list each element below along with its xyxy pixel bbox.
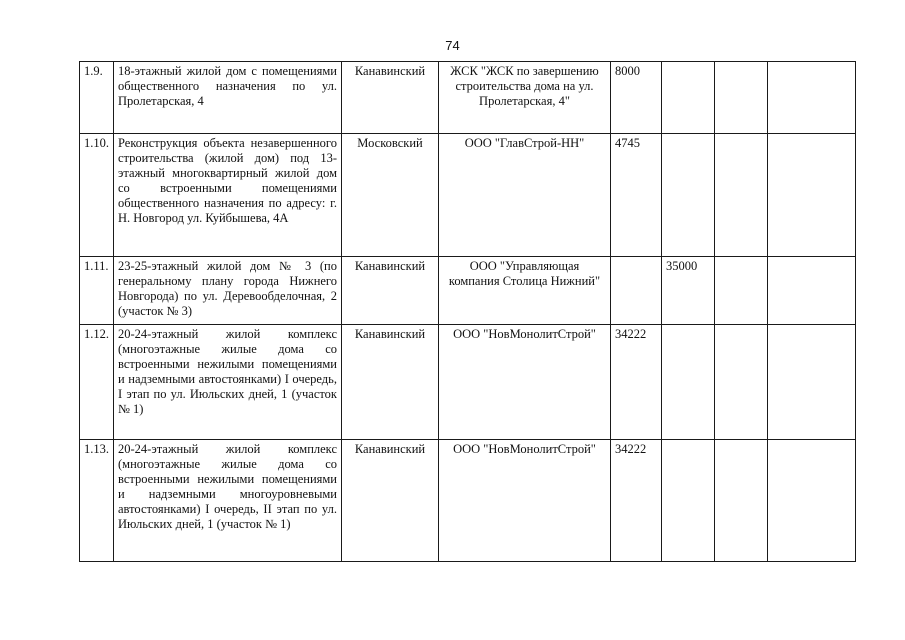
value-cell-1: 34222 — [611, 440, 662, 562]
table-row — [80, 62, 856, 134]
district-cell: Канавинский — [342, 440, 439, 562]
table-row — [80, 134, 856, 257]
construction-objects-table — [79, 61, 856, 562]
empty-cell — [768, 257, 856, 325]
table-row — [80, 257, 856, 325]
table-row — [80, 325, 856, 440]
row-number: 1.11. — [80, 257, 114, 325]
empty-cell — [768, 134, 856, 257]
empty-cell — [768, 440, 856, 562]
empty-cell — [768, 325, 856, 440]
value-cell-2 — [662, 440, 715, 562]
district-cell: Канавинский — [342, 257, 439, 325]
row-number: 1.9. — [80, 62, 114, 134]
developer-cell: ЖСК "ЖСК по завершению строительства дома на ул. Пролетарская, 4" — [439, 62, 611, 134]
object-description: 20-24-этажный жилой комплекс (многоэтажные жилые дома со встроенными нежилыми помещениями и надземными автостоянками) I очередь, I этап по ул. Июльских дней, 1 (участок № 1) — [114, 325, 342, 440]
empty-cell — [715, 62, 768, 134]
value-cell-2 — [662, 62, 715, 134]
page-number: 74 — [445, 38, 460, 53]
object-description: 20-24-этажный жилой комплекс (многоэтажные жилые дома со встроенными нежилыми помещениями и надземными многоуровневыми автостоянками) I очередь, II этап по ул. Июльских дней, 1 (участок № 1) — [114, 440, 342, 562]
value-cell-2 — [662, 134, 715, 257]
value-cell-1: 8000 — [611, 62, 662, 134]
developer-cell: ООО "НовМонолитСтрой" — [439, 440, 611, 562]
empty-cell — [768, 62, 856, 134]
value-cell-2 — [662, 325, 715, 440]
value-cell-1: 4745 — [611, 134, 662, 257]
empty-cell — [715, 325, 768, 440]
empty-cell — [715, 257, 768, 325]
value-cell-1: 34222 — [611, 325, 662, 440]
district-cell: Канавинский — [342, 62, 439, 134]
object-description: 23-25-этажный жилой дом № 3 (по генеральному плану города Нижнего Новгорода) по ул. Деревообделочная, 2 (участок № 3) — [114, 257, 342, 325]
value-cell-2: 35000 — [662, 257, 715, 325]
empty-cell — [715, 134, 768, 257]
empty-cell — [715, 440, 768, 562]
value-cell-1 — [611, 257, 662, 325]
developer-cell: ООО "ГлавСтрой-НН" — [439, 134, 611, 257]
district-cell: Канавинский — [342, 325, 439, 440]
object-description: Реконструкция объекта незавершенного строительства (жилой дом) под 13-этажный многоквартирный жилой дом со встроенными помещениями общественного назначения по адресу: г. Н. Новгород ул. Куйбышева, 4А — [114, 134, 342, 257]
row-number: 1.12. — [80, 325, 114, 440]
developer-cell: ООО "Управляющая компания Столица Нижний" — [439, 257, 611, 325]
object-description: 18-этажный жилой дом с помещениями общественного назначения по ул. Пролетарская, 4 — [114, 62, 342, 134]
district-cell: Московский — [342, 134, 439, 257]
row-number: 1.13. — [80, 440, 114, 562]
row-number: 1.10. — [80, 134, 114, 257]
developer-cell: ООО "НовМонолитСтрой" — [439, 325, 611, 440]
table-row — [80, 440, 856, 562]
